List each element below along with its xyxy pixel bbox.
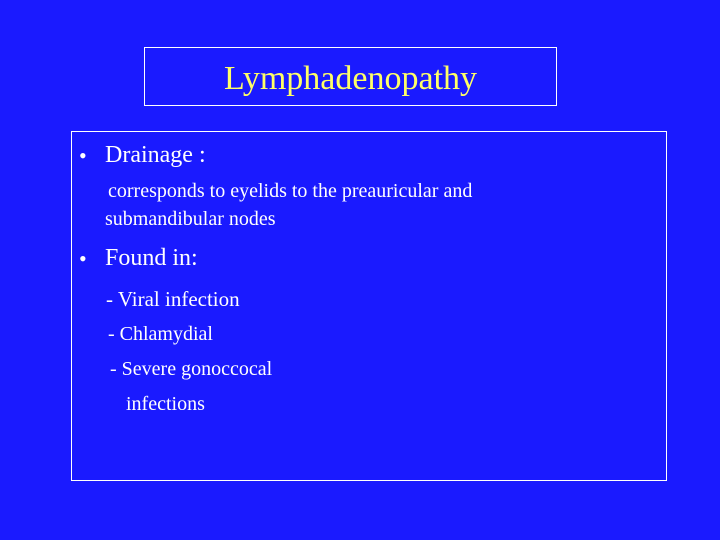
bullet-found-in-label: Found in:: [105, 245, 198, 271]
title-frame: [144, 47, 557, 106]
bullet-dot-icon: •: [79, 246, 87, 271]
found-in-item-viral: - Viral infection: [106, 287, 240, 311]
bullet-dot-icon: •: [79, 143, 87, 168]
drainage-detail-line-2: submandibular nodes: [105, 208, 276, 230]
slide-title: Lymphadenopathy: [223, 59, 478, 97]
drainage-detail-line-1: corresponds to eyelids to the preauricular and: [108, 180, 473, 202]
found-in-item-gonoccocal-cont: infections: [126, 393, 205, 415]
found-in-item-chlamydial: - Chlamydial: [108, 323, 213, 345]
found-in-item-gonoccocal: - Severe gonoccocal: [110, 358, 273, 380]
bullet-drainage-label: Drainage :: [105, 142, 206, 168]
